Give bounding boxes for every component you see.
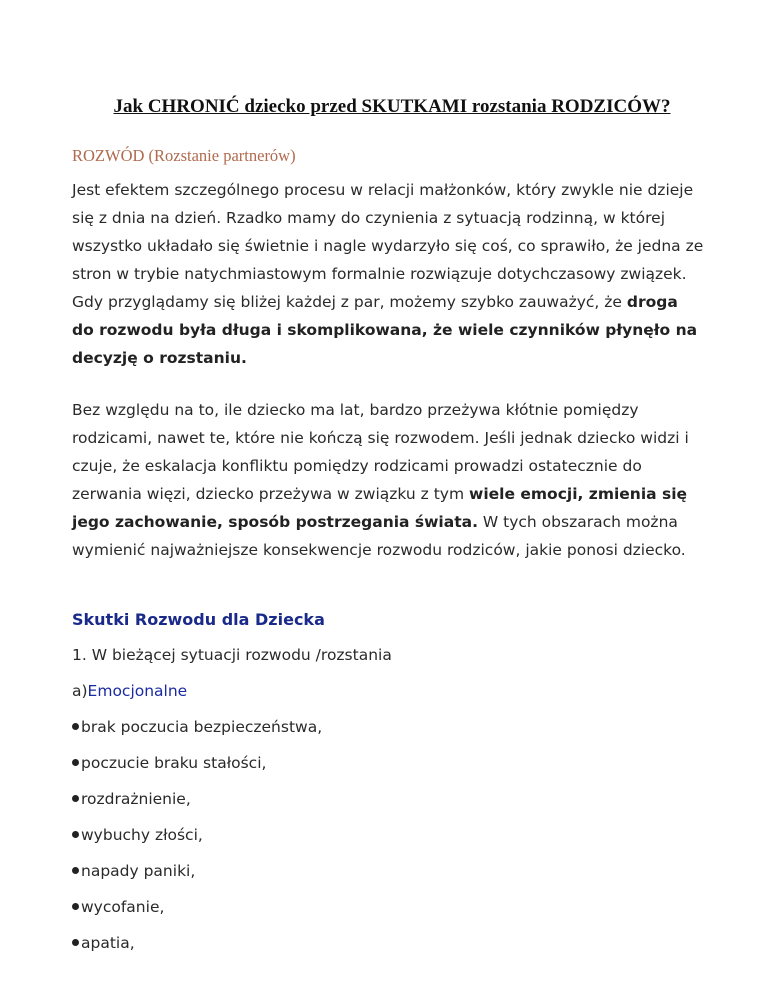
- bullet-icon: [72, 903, 79, 910]
- list-item: [72, 826, 203, 844]
- subpoint-a: [72, 682, 187, 700]
- paragraph-2-text-after: W tych obszarach można wymienić najważniejsze konsekwencje rozwodu rodziców, jakie ponosi dziecko.: [72, 513, 686, 559]
- subpoint-prefix: a): [72, 682, 88, 700]
- list-item: [72, 790, 191, 808]
- list-item: [72, 862, 195, 880]
- list-item-text: brak poczucia bezpieczeństwa,: [81, 718, 323, 736]
- bullet-icon: [72, 867, 79, 874]
- list-item-text: poczucie braku stałości,: [81, 754, 267, 772]
- paragraph-1-text: Jest efektem szczególnego procesu w relacji małżonków, który zwykle nie dzieje się z dnia na dzień. Rzadko mamy do czynienia z sytuacją rodzinną, w której wszystko układało się świetnie i nagle wydarzyło się coś, co sprawiło, że jedna ze stron w trybie natychmiastowym formalnie rozwiązuje dotychczasowy związek. Gdy przyglądamy się bliżej każdej z par, możemy szybko zauważyć, że: [72, 181, 704, 311]
- paragraph-2: [72, 396, 704, 564]
- section-subheading: ROZWÓD (Rozstanie partnerów): [72, 146, 296, 165]
- list-item-text: wybuchy złości,: [81, 826, 203, 844]
- section-heading: Skutki Rozwodu dla Dziecka: [72, 610, 325, 629]
- bullet-icon: [72, 795, 79, 802]
- list-item: [72, 718, 322, 736]
- subpoint-label: Emocjonalne: [87, 682, 188, 700]
- paragraph-2-bold: wiele emocji, zmienia się jego zachowanie, sposób postrzegania świata.: [72, 485, 688, 531]
- paragraph-1-bold: droga do rozwodu była długa i skomplikowana, że wiele czynników płynęło na decyzję o rozstaniu.: [72, 293, 698, 367]
- bullet-icon: [72, 939, 79, 946]
- list-item-text: rozdrażnienie,: [81, 790, 191, 808]
- point-1: 1. W bieżącej sytuacji rozwodu /rozstania: [72, 646, 392, 664]
- list-item: [72, 754, 266, 772]
- document-title: Jak CHRONIĆ dziecko przed SKUTKAMI rozstania RODZICÓW?: [113, 96, 671, 117]
- bullet-icon: [72, 831, 79, 838]
- list-item-text: napady paniki,: [81, 862, 196, 880]
- list-item-text: apatia,: [81, 934, 135, 952]
- paragraph-1: [72, 176, 704, 372]
- paragraph-2-text: Bez względu na to, ile dziecko ma lat, bardzo przeżywa kłótnie pomiędzy rodzicami, nawet te, które nie kończą się rozwodem. Jeśli jednak dziecko widzi i czuje, że eskalacja konfliktu pomiędzy rodzicami prowadzi ostatecznie do zerwania więzi, dziecko przeżywa w związku z tym: [72, 401, 689, 503]
- list-item-text: wycofanie,: [81, 898, 165, 916]
- list-item: [72, 934, 135, 952]
- bullet-icon: [72, 759, 79, 766]
- bullet-icon: [72, 723, 79, 730]
- list-item: [72, 898, 164, 916]
